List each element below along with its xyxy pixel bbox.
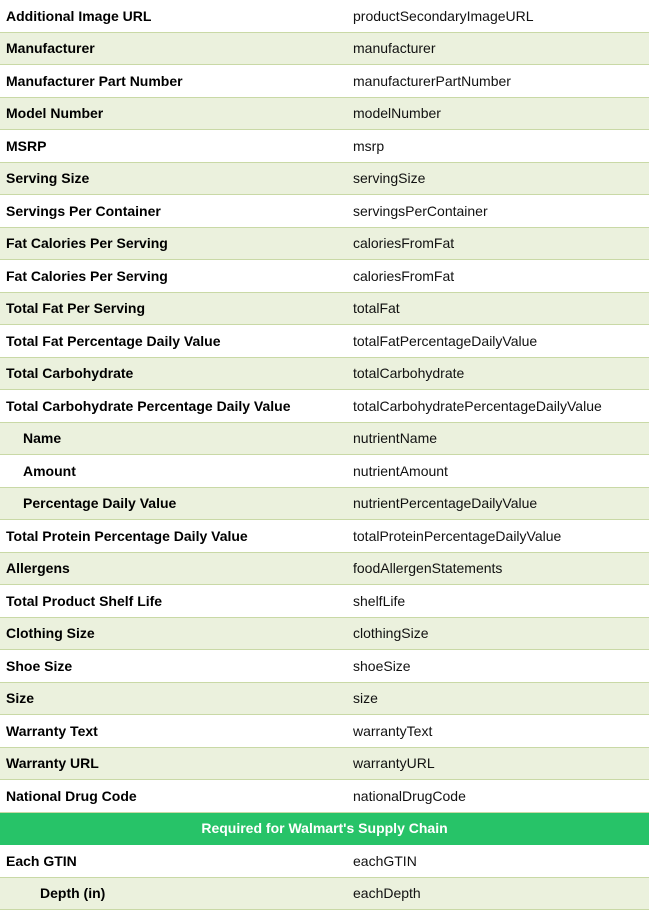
table-row	[0, 617, 649, 650]
table-row	[0, 195, 649, 228]
attribute-label: National Drug Code	[0, 780, 346, 813]
attribute-label: Depth (in)	[0, 877, 346, 910]
attribute-label: Total Carbohydrate Percentage Daily Value	[0, 390, 346, 423]
attribute-label: Fat Calories Per Serving	[0, 227, 346, 260]
attribute-field: eachDepth	[346, 877, 649, 910]
table-row	[0, 845, 649, 878]
attribute-label: Total Protein Percentage Daily Value	[0, 520, 346, 553]
attribute-field: eachGTIN	[346, 845, 649, 878]
attribute-field: totalProteinPercentageDailyValue	[346, 520, 649, 553]
attribute-field: foodAllergenStatements	[346, 552, 649, 585]
attribute-field: caloriesFromFat	[346, 260, 649, 293]
attribute-label: Size	[0, 682, 346, 715]
attribute-label: Additional Image URL	[0, 0, 346, 32]
attribute-field: totalFatPercentageDailyValue	[346, 325, 649, 358]
attribute-field: manufacturerPartNumber	[346, 65, 649, 98]
attribute-label: Model Number	[0, 97, 346, 130]
attribute-field: totalCarbohydrate	[346, 357, 649, 390]
table-row	[0, 0, 649, 32]
attribute-field: nationalDrugCode	[346, 780, 649, 813]
table-row	[0, 260, 649, 293]
attribute-field: nutrientName	[346, 422, 649, 455]
attribute-label: Name	[0, 422, 346, 455]
section-header-row	[0, 812, 649, 845]
table-row	[0, 162, 649, 195]
attribute-field: nutrientPercentageDailyValue	[346, 487, 649, 520]
attribute-label: Manufacturer Part Number	[0, 65, 346, 98]
attribute-label: Manufacturer	[0, 32, 346, 65]
table-row	[0, 682, 649, 715]
attribute-label: Servings Per Container	[0, 195, 346, 228]
table-row	[0, 487, 649, 520]
table-row	[0, 585, 649, 618]
attribute-label: MSRP	[0, 130, 346, 163]
attribute-field: caloriesFromFat	[346, 227, 649, 260]
attribute-label: Each GTIN	[0, 845, 346, 878]
table-row	[0, 97, 649, 130]
table-row	[0, 65, 649, 98]
table-row	[0, 292, 649, 325]
table-row	[0, 325, 649, 358]
table-row	[0, 390, 649, 423]
table-row	[0, 227, 649, 260]
attribute-field: msrp	[346, 130, 649, 163]
attribute-field: productSecondaryImageURL	[346, 0, 649, 32]
attribute-label: Serving Size	[0, 162, 346, 195]
attribute-field: shelfLife	[346, 585, 649, 618]
attribute-label: Allergens	[0, 552, 346, 585]
table-row	[0, 877, 649, 910]
table-row	[0, 455, 649, 488]
table-row	[0, 357, 649, 390]
attribute-field: servingSize	[346, 162, 649, 195]
table-row	[0, 32, 649, 65]
attribute-field: size	[346, 682, 649, 715]
attribute-field: manufacturer	[346, 32, 649, 65]
attribute-field: warrantyText	[346, 715, 649, 748]
attribute-label: Fat Calories Per Serving	[0, 260, 346, 293]
attribute-label: Amount	[0, 455, 346, 488]
table-row	[0, 552, 649, 585]
table-row	[0, 520, 649, 553]
table-row	[0, 650, 649, 683]
attribute-field: totalCarbohydratePercentageDailyValue	[346, 390, 649, 423]
attribute-label: Warranty Text	[0, 715, 346, 748]
attribute-field: shoeSize	[346, 650, 649, 683]
attribute-label: Total Product Shelf Life	[0, 585, 346, 618]
attribute-label: Percentage Daily Value	[0, 487, 346, 520]
table-row	[0, 747, 649, 780]
attribute-field: totalFat	[346, 292, 649, 325]
attribute-label: Shoe Size	[0, 650, 346, 683]
attribute-label: Total Carbohydrate	[0, 357, 346, 390]
attribute-field: servingsPerContainer	[346, 195, 649, 228]
attribute-field: clothingSize	[346, 617, 649, 650]
table-row	[0, 130, 649, 163]
attribute-label: Total Fat Percentage Daily Value	[0, 325, 346, 358]
attribute-field: warrantyURL	[346, 747, 649, 780]
table-row	[0, 780, 649, 813]
table-row	[0, 422, 649, 455]
attribute-label: Total Fat Per Serving	[0, 292, 346, 325]
section-header-title: Required for Walmart's Supply Chain	[0, 812, 649, 845]
attribute-field: nutrientAmount	[346, 455, 649, 488]
attribute-field: modelNumber	[346, 97, 649, 130]
table-row	[0, 715, 649, 748]
attribute-label: Warranty URL	[0, 747, 346, 780]
attribute-label: Clothing Size	[0, 617, 346, 650]
